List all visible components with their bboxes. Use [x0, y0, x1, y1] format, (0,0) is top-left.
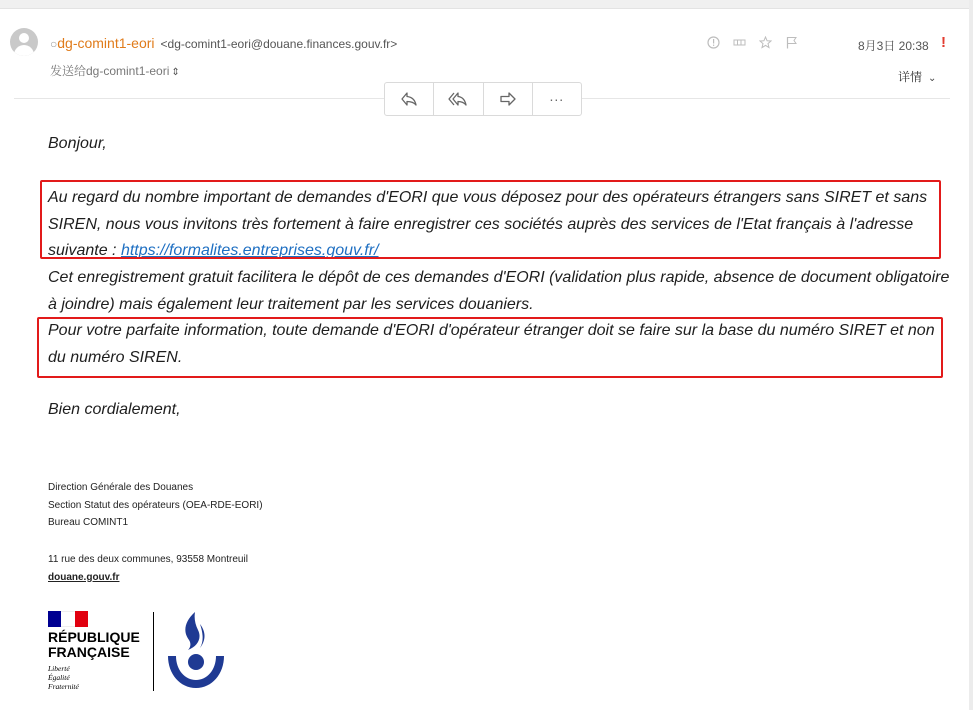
- sender-name[interactable]: dg-comint1-eori: [57, 35, 155, 51]
- signature-address-block: [48, 551, 248, 586]
- sender-status-icon: ○: [50, 37, 58, 51]
- recipient-label: 发送给dg-comint1-eori: [50, 64, 170, 78]
- tag-icon[interactable]: [732, 36, 746, 52]
- forward-icon: [499, 91, 517, 107]
- formalites-link[interactable]: https://formalites.entreprises.gouv.fr/: [120, 242, 379, 259]
- scrollbar-track[interactable]: [969, 0, 973, 710]
- star-icon[interactable]: [758, 36, 772, 52]
- highlight-box-2: [37, 317, 943, 378]
- chevron-down-icon: ⌄: [928, 73, 937, 84]
- douane-logo: [164, 610, 228, 697]
- reply-icon: [400, 91, 418, 107]
- received-datetime: 8月3日 20:38: [858, 39, 929, 53]
- motto-3: Fraternité: [48, 682, 79, 691]
- rf-line-2: FRANÇAISE: [48, 644, 130, 660]
- reply-all-icon: [448, 91, 468, 107]
- french-flag-icon: [48, 611, 88, 627]
- paragraph-1-text: Au regard du nombre important de demandes d'EORI que vous déposez pour des opérateurs étrangers sans SIRET et sans SIREN, nous vous invitons très fortement à faire enregistrer ces sociétés auprès des services de l'Etat français à l'adresse suivante :: [48, 189, 928, 259]
- closing: Bien cordialement,: [48, 401, 181, 418]
- signature-website-link[interactable]: douane.gouv.fr: [48, 571, 120, 583]
- highlight-box-1: [40, 180, 941, 259]
- important-mark[interactable]: !: [941, 34, 946, 51]
- flag-icon[interactable]: [784, 36, 798, 52]
- forward-button[interactable]: [484, 83, 533, 115]
- signature-address: 11 rue des deux communes, 93558 Montreuil: [48, 554, 248, 565]
- motto-2: Égalité: [48, 673, 70, 682]
- sender-email[interactable]: <dg-comint1-eori@douane.finances.gouv.fr>: [160, 37, 398, 51]
- reply-button[interactable]: [385, 83, 434, 115]
- recipient-row[interactable]: [50, 62, 180, 79]
- info-icon[interactable]: [706, 36, 720, 52]
- signature-line-2: Section Statut des opérateurs (OEA-RDE-EORI): [48, 499, 263, 511]
- greeting: Bonjour,: [48, 135, 107, 152]
- message-action-bar: [384, 82, 582, 116]
- signature-line-3: Bureau COMINT1: [48, 517, 129, 528]
- details-toggle[interactable]: [898, 68, 936, 85]
- details-label: 详情: [898, 70, 923, 84]
- rf-line-1: RÉPUBLIQUE: [48, 629, 140, 645]
- reply-all-button[interactable]: [434, 83, 483, 115]
- header-icons: [706, 36, 798, 52]
- more-actions-button[interactable]: [533, 83, 581, 115]
- republique-francaise-logo: [48, 611, 148, 691]
- paragraph-3: Pour votre parfaite information, toute demande d'EORI d'opérateur étranger doit se faire sur la base du numéro SIRET et non du numéro SIREN.: [48, 322, 935, 366]
- logo-divider: [153, 612, 154, 691]
- sender-row: [50, 35, 397, 51]
- sender-avatar: [10, 28, 38, 56]
- window-top-border: [0, 0, 973, 9]
- paragraph-2: Cet enregistrement gratuit facilitera le dépôt de ces demandes d'EORI (validation plus rapide, absence de document obligatoire à joindre) mais également leur traitement par les services douaniers.: [48, 269, 950, 313]
- more-icon: ...: [549, 88, 565, 104]
- signature-block: [48, 479, 263, 532]
- motto-1: Liberté: [48, 664, 70, 673]
- signature-line-1: Direction Générale des Douanes: [48, 482, 194, 493]
- expand-recipients-icon[interactable]: ⇕: [171, 67, 180, 78]
